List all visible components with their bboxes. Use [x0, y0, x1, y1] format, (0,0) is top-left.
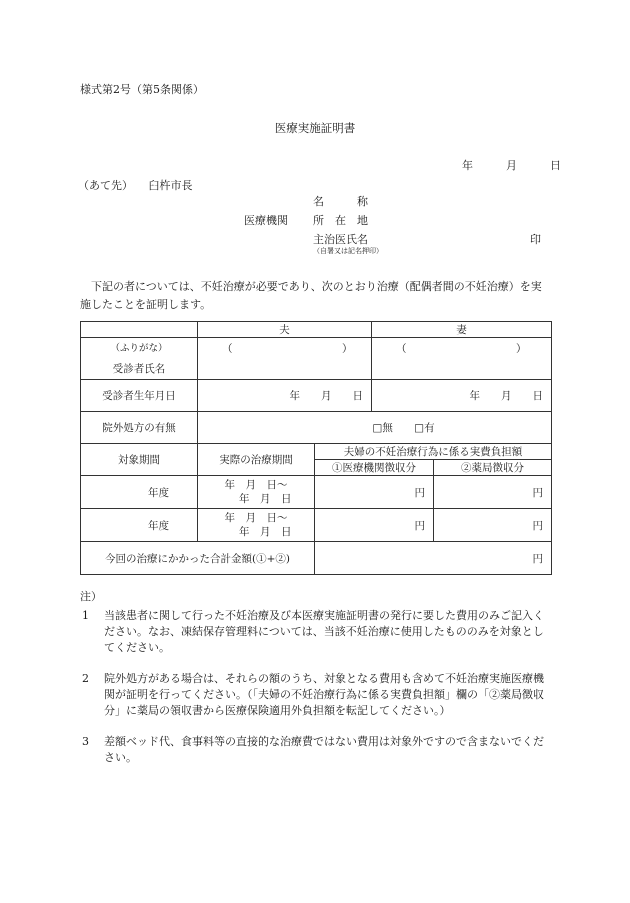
- husband-name-field[interactable]: [198, 338, 372, 380]
- cost-institution-header: ①医療機関徴収分: [315, 460, 434, 476]
- date-month: 月: [506, 159, 517, 172]
- wife-birth-date-field[interactable]: 年 月 日: [372, 380, 552, 412]
- institution-amount-field[interactable]: 円: [315, 476, 434, 509]
- period-to: 年 月 日: [239, 493, 292, 505]
- outside-rx-options: [198, 412, 552, 444]
- addressee-label: （あて先）: [78, 179, 133, 192]
- addressee: [78, 177, 193, 193]
- certification-statement: 下記の者については、不妊治療が必要であり、次のとおり治療（配偶者間の不妊治療）を実施したことを証明します。: [80, 280, 542, 311]
- note-text: 差額ベッド代、食事料等の直接的な治療費ではない費用は対象外ですので含まないでください。: [104, 735, 544, 764]
- note-item: [80, 734, 550, 766]
- husband-furigana-close: ）: [342, 343, 353, 355]
- actual-period-label: 実際の治療期間: [198, 444, 315, 476]
- note-text: 院外処方がある場合は、それらの額のうち、対象となる費用も含めて不妊治療実施医療機関が証明を行ってください。（「夫婦の不妊治療行為に係る実費負担額」欄の「②薬局徴収分」に薬局の領収書から医療保険適用外負担額を転記してください。）: [104, 672, 544, 717]
- institution-name-label: 名 称: [313, 195, 368, 208]
- fiscal-year-field[interactable]: 年度: [81, 509, 198, 542]
- period-to: 年 月 日: [239, 526, 292, 538]
- header-husband: 夫: [198, 322, 372, 338]
- seal-mark: 印: [530, 233, 541, 246]
- doctor-name-label: 主治医氏名: [313, 233, 368, 246]
- period-label: 対象期間: [81, 444, 198, 476]
- treatment-table: [80, 321, 552, 575]
- furigana-label: （ふりがな）: [110, 342, 168, 354]
- date-day: 日: [550, 159, 561, 172]
- fiscal-year-field[interactable]: 年度: [81, 476, 198, 509]
- husband-birth-date-field[interactable]: 年 月 日: [198, 380, 372, 412]
- patient-name-label: 受診者氏名: [112, 362, 166, 375]
- note-number: 3: [82, 735, 89, 748]
- treatment-period-field[interactable]: [198, 476, 315, 509]
- note-number: 2: [82, 672, 89, 685]
- pharmacy-amount-field[interactable]: 円: [434, 476, 552, 509]
- wife-name-field[interactable]: [372, 338, 552, 380]
- pharmacy-amount-field[interactable]: 円: [434, 509, 552, 542]
- cost-pharmacy-header: ②薬局徴収分: [434, 460, 552, 476]
- note-item: [80, 608, 550, 656]
- total-amount-field[interactable]: 円: [315, 542, 552, 575]
- treatment-period-field[interactable]: [198, 509, 315, 542]
- total-amount-label: 今回の治療にかかった合計金額(①+②): [81, 542, 315, 575]
- patient-name-label-cell: [81, 338, 198, 380]
- rx-yes-checkbox[interactable]: □有: [414, 422, 435, 434]
- cost-header: 夫婦の不妊治療行為に係る実費負担額: [315, 444, 552, 460]
- note-number: 1: [82, 609, 89, 622]
- notes-section: [80, 589, 550, 766]
- period-from: 年 月 日～: [224, 479, 288, 491]
- wife-furigana-open: （: [396, 343, 407, 355]
- addressee-name: 臼杵市長: [148, 179, 193, 192]
- wife-furigana-close: ）: [516, 343, 527, 355]
- form-number: 様式第2号（第5条関係）: [80, 83, 204, 96]
- institution-address-label: 所 在 地: [313, 214, 368, 227]
- note-item: [80, 671, 550, 719]
- header-wife: 妻: [372, 322, 552, 338]
- notes-heading: 注）: [80, 590, 102, 603]
- issue-date: [462, 157, 561, 173]
- institution-amount-field[interactable]: 円: [315, 509, 434, 542]
- table-corner: [81, 322, 198, 338]
- date-year: 年: [462, 159, 473, 172]
- signature-note: （自署又は記名押印）: [313, 247, 383, 255]
- husband-furigana-open: （: [222, 343, 233, 355]
- note-text: 当該患者に関して行った不妊治療及び本医療実施証明書の発行に要した費用のみご記入ください。なお、凍結保存管理料については、当該不妊治療に使用したもののみを対象としてください。: [104, 609, 544, 654]
- birth-date-label: 受診者生年月日: [81, 380, 198, 412]
- outside-rx-label: 院外処方の有無: [81, 412, 198, 444]
- document-title: 医療実施証明書: [274, 121, 356, 135]
- institution-group-label: 医療機関: [244, 214, 288, 227]
- period-from: 年 月 日～: [224, 512, 288, 524]
- rx-none-checkbox[interactable]: □無: [372, 422, 393, 434]
